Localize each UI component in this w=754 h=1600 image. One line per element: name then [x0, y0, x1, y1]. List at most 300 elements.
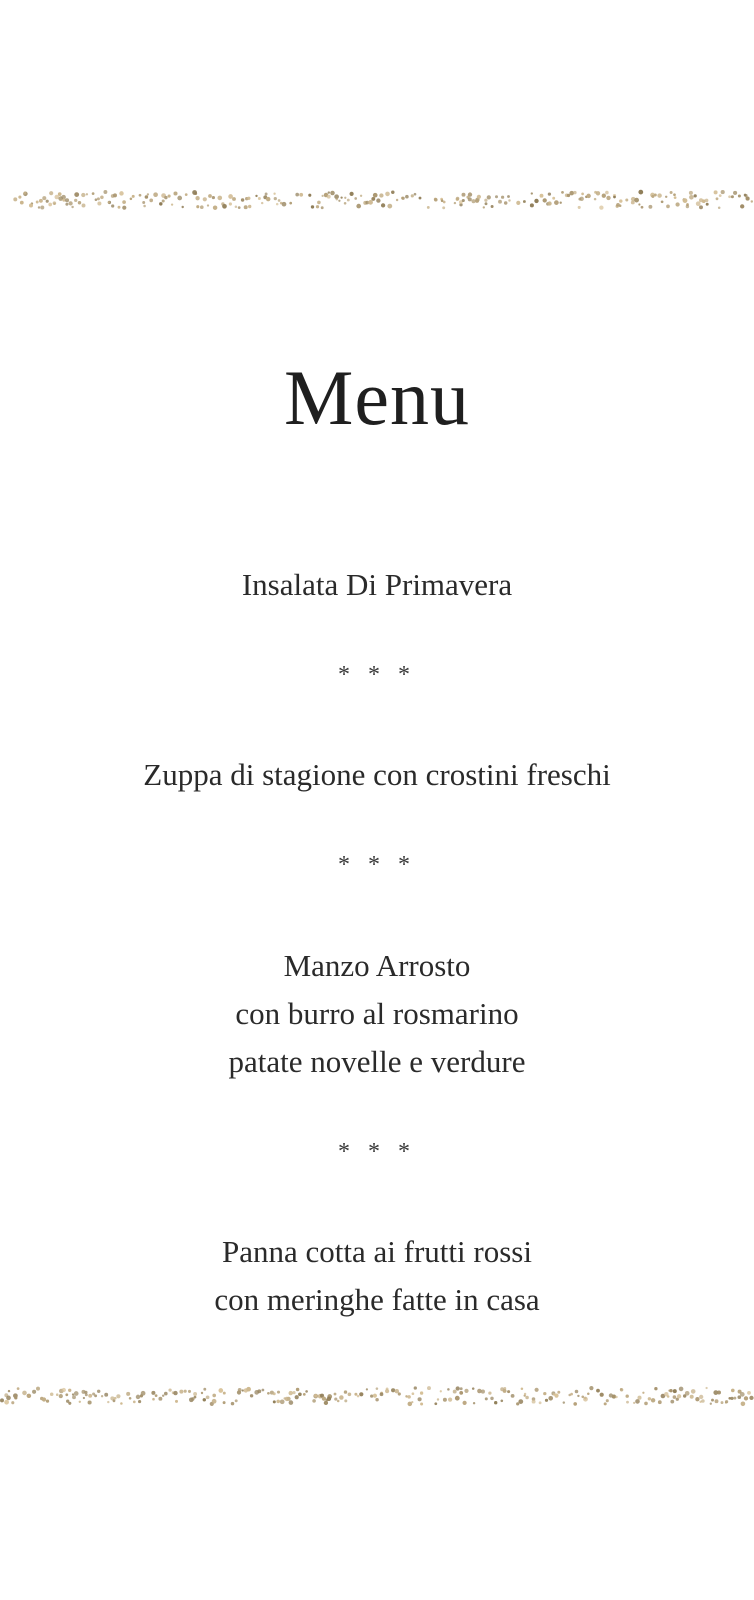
confetti-dot	[414, 1386, 417, 1389]
confetti-dot	[164, 196, 167, 199]
confetti-dot	[289, 1391, 293, 1395]
confetti-dot	[200, 205, 204, 209]
confetti-dot	[370, 1394, 373, 1397]
confetti-dot	[347, 199, 350, 202]
confetti-dot	[168, 195, 171, 198]
confetti-dot	[587, 1392, 590, 1395]
confetti-dot	[532, 1400, 536, 1404]
confetti-dot	[561, 191, 564, 194]
confetti-dot	[354, 197, 357, 200]
confetti-dot	[728, 195, 731, 198]
confetti-dot	[185, 193, 188, 196]
confetti-dot	[289, 202, 292, 205]
confetti-dot	[366, 1388, 368, 1390]
confetti-dot	[447, 1388, 450, 1391]
confetti-dot	[648, 205, 652, 209]
confetti-dot	[385, 192, 390, 197]
confetti-dot	[691, 1389, 696, 1394]
confetti-dot	[604, 1402, 607, 1405]
confetti-dot	[196, 205, 199, 208]
confetti-dot	[97, 1390, 100, 1393]
course-dessert	[0, 1228, 754, 1324]
course-separator: * * *	[338, 852, 416, 878]
confetti-dot	[62, 1388, 66, 1392]
confetti-dot	[50, 1392, 54, 1396]
confetti-dot	[494, 1401, 497, 1404]
confetti-dot	[516, 201, 520, 205]
confetti-dot	[375, 1398, 378, 1401]
confetti-dot	[427, 206, 430, 209]
confetti-dot	[411, 194, 414, 197]
confetti-dot	[658, 1400, 662, 1404]
confetti-dot	[584, 1397, 587, 1400]
confetti-dot	[295, 193, 299, 197]
confetti-dot	[615, 1396, 617, 1398]
confetti-dot	[578, 206, 581, 209]
top-gold-confetti-band	[0, 188, 754, 212]
confetti-dot	[277, 1391, 280, 1394]
confetti-dot	[635, 1399, 640, 1404]
confetti-dot	[276, 1400, 280, 1404]
confetti-dot	[23, 192, 26, 195]
confetti-dot	[626, 1395, 629, 1398]
confetti-dot	[634, 198, 639, 203]
confetti-dot	[311, 205, 314, 208]
confetti-dot	[518, 1399, 523, 1404]
confetti-dot	[138, 1400, 141, 1403]
confetti-dot	[620, 1388, 623, 1391]
confetti-dot	[602, 194, 606, 198]
confetti-dot	[401, 197, 404, 200]
confetti-dot	[48, 203, 52, 207]
confetti-dot	[673, 193, 676, 196]
confetti-dot	[534, 199, 538, 203]
confetti-dot	[596, 1389, 600, 1393]
confetti-dot	[6, 1396, 11, 1401]
confetti-dot	[744, 194, 747, 197]
confetti-dot	[483, 206, 485, 208]
confetti-dot	[273, 1400, 276, 1403]
confetti-dot	[633, 1402, 635, 1404]
confetti-dot	[295, 1395, 299, 1399]
confetti-dot	[159, 202, 162, 205]
confetti-dot	[223, 1392, 226, 1395]
confetti-dot	[471, 199, 475, 203]
confetti-dot	[222, 204, 227, 209]
confetti-dot	[184, 1390, 187, 1393]
confetti-dot	[173, 1391, 177, 1395]
confetti-dot	[97, 201, 101, 205]
confetti-dot	[298, 1392, 302, 1396]
confetti-dot	[459, 1391, 463, 1395]
confetti-dot	[4, 1400, 9, 1405]
confetti-dot	[580, 197, 584, 201]
confetti-dot	[573, 1402, 577, 1406]
confetti-dot	[273, 1392, 276, 1395]
confetti-dot	[386, 1387, 389, 1390]
confetti-dot	[488, 1391, 491, 1394]
confetti-dot	[328, 191, 330, 193]
confetti-dot	[731, 195, 734, 198]
confetti-dot	[567, 194, 570, 197]
confetti-dot	[733, 1397, 736, 1400]
confetti-dot	[485, 202, 488, 205]
confetti-dot	[427, 1386, 431, 1390]
confetti-dot	[27, 1394, 31, 1398]
confetti-dot	[507, 195, 510, 198]
confetti-dot	[327, 1397, 332, 1402]
confetti-dot	[212, 1399, 217, 1404]
confetti-dot	[749, 1396, 753, 1400]
confetti-dot	[229, 202, 232, 205]
confetti-dot	[322, 1396, 326, 1400]
confetti-dot	[327, 195, 331, 199]
confetti-dot	[344, 1390, 347, 1393]
confetti-dot	[504, 1387, 507, 1390]
confetti-dot	[547, 201, 551, 205]
confetti-dot	[231, 1402, 235, 1406]
confetti-dot	[359, 1392, 363, 1396]
confetti-dot	[434, 198, 438, 202]
confetti-dot	[119, 191, 123, 195]
confetti-dot	[193, 1392, 197, 1396]
confetti-dot	[442, 206, 445, 209]
confetti-dot	[338, 200, 340, 202]
confetti-dot	[554, 200, 559, 205]
confetti-dot	[673, 1389, 677, 1393]
confetti-dot	[685, 1391, 690, 1396]
confetti-dot	[208, 194, 212, 198]
confetti-dot	[666, 205, 670, 209]
confetti-dot	[501, 1400, 504, 1403]
confetti-dot	[619, 204, 622, 207]
confetti-dot	[376, 1387, 379, 1390]
confetti-dot	[391, 1388, 395, 1392]
confetti-dot	[0, 1398, 4, 1402]
confetti-dot	[405, 1395, 407, 1397]
confetti-dot	[129, 1397, 132, 1400]
confetti-dot	[194, 1396, 197, 1399]
confetti-dot	[473, 1402, 475, 1404]
confetti-dot	[173, 191, 177, 195]
confetti-dot	[101, 1395, 103, 1397]
confetti-dot	[414, 193, 417, 196]
confetti-dot	[711, 1399, 714, 1402]
confetti-dot	[657, 193, 661, 197]
confetti-dot	[299, 193, 303, 197]
confetti-dot	[589, 1386, 593, 1390]
confetti-dot	[418, 1397, 422, 1401]
confetti-dot	[642, 1392, 644, 1394]
confetti-dot	[644, 1402, 648, 1406]
confetti-dot	[468, 197, 472, 201]
confetti-dot	[721, 190, 725, 194]
confetti-dot	[143, 205, 146, 208]
confetti-dot	[695, 1397, 699, 1401]
course-starter	[0, 561, 754, 609]
confetti-dot	[84, 1391, 87, 1394]
confetti-dot	[411, 1401, 413, 1403]
confetti-dot	[669, 1389, 672, 1392]
confetti-dot	[158, 1397, 162, 1401]
confetti-dot	[217, 196, 222, 201]
confetti-dot	[114, 1397, 117, 1400]
confetti-dot	[175, 1400, 178, 1403]
confetti-dot	[267, 1392, 270, 1395]
confetti-dot	[641, 206, 644, 209]
confetti-dot	[740, 1392, 745, 1397]
confetti-dot	[250, 1394, 253, 1397]
confetti-dot	[419, 197, 422, 200]
confetti-dot	[443, 201, 446, 204]
confetti-dot	[118, 206, 121, 209]
confetti-dot	[59, 1394, 63, 1398]
confetti-dot	[203, 197, 207, 201]
confetti-dot	[308, 194, 311, 197]
confetti-dot	[548, 192, 551, 195]
confetti-dot	[38, 206, 40, 208]
confetti-dot	[686, 205, 689, 208]
confetti-dot	[638, 203, 640, 205]
confetti-dot	[570, 1393, 573, 1396]
confetti-dot	[460, 1387, 463, 1390]
confetti-dot	[665, 196, 667, 198]
confetti-dot	[179, 1390, 183, 1394]
confetti-dot	[203, 1398, 206, 1401]
confetti-dot	[261, 202, 263, 204]
confetti-dot	[440, 1390, 442, 1392]
confetti-dot	[242, 1389, 244, 1391]
confetti-dot	[303, 1393, 306, 1396]
confetti-dot	[731, 1389, 735, 1393]
confetti-dot	[744, 1396, 748, 1400]
confetti-dot	[336, 198, 338, 200]
confetti-dot	[420, 1391, 423, 1394]
confetti-dot	[122, 200, 126, 204]
confetti-dot	[661, 200, 664, 203]
confetti-dot	[714, 190, 718, 194]
confetti-dot	[265, 193, 268, 196]
confetti-dot	[368, 200, 373, 205]
confetti-dot	[677, 1394, 681, 1398]
course-line: Panna cotta ai frutti rossi	[222, 1234, 532, 1269]
confetti-dot	[599, 205, 603, 209]
confetti-dot	[305, 1390, 308, 1393]
confetti-dot	[501, 196, 504, 199]
confetti-dot	[97, 197, 100, 200]
confetti-dot	[360, 195, 362, 197]
confetti-dot	[531, 192, 533, 194]
confetti-dot	[540, 194, 544, 198]
confetti-dot	[716, 197, 719, 200]
confetti-dot	[292, 1391, 295, 1394]
confetti-dot	[314, 1394, 317, 1397]
confetti-dot	[100, 196, 104, 200]
confetti-dot	[552, 197, 555, 200]
confetti-dot	[344, 202, 347, 205]
confetti-dot	[164, 1392, 168, 1396]
confetti-dot	[206, 1395, 210, 1399]
confetti-dot	[577, 1395, 579, 1397]
gold-confetti-icon	[0, 1384, 754, 1408]
confetti-dot	[504, 201, 507, 204]
confetti-dot	[412, 1392, 415, 1395]
confetti-dot	[107, 1401, 109, 1403]
confetti-dot	[266, 197, 270, 201]
confetti-dot	[463, 1401, 467, 1405]
course-soup	[0, 751, 754, 799]
confetti-dot	[181, 206, 183, 208]
confetti-dot	[705, 199, 709, 203]
confetti-dot	[56, 1393, 59, 1396]
confetti-dot	[725, 1401, 727, 1403]
confetti-dot	[255, 195, 257, 197]
confetti-dot	[334, 1393, 337, 1396]
confetti-dot	[58, 192, 62, 196]
confetti-dot	[212, 196, 215, 199]
confetti-dot	[238, 206, 241, 209]
confetti-dot	[543, 1392, 546, 1395]
confetti-dot	[543, 198, 547, 202]
confetti-dot	[535, 1388, 539, 1392]
confetti-dot	[545, 1399, 548, 1402]
confetti-dot	[316, 205, 319, 208]
confetti-dot	[22, 1391, 27, 1396]
confetti-dot	[17, 1387, 20, 1390]
confetti-dot	[212, 1394, 216, 1398]
confetti-dot	[746, 197, 750, 201]
confetti-dot	[706, 203, 709, 206]
confetti-dot	[113, 193, 117, 197]
confetti-dot	[289, 1400, 294, 1405]
confetti-dot	[573, 191, 576, 194]
confetti-dot	[141, 1391, 146, 1396]
confetti-dot	[246, 1387, 251, 1392]
confetti-dot	[477, 195, 481, 199]
confetti-dot	[238, 1388, 242, 1392]
confetti-dot	[235, 1399, 238, 1402]
confetti-dot	[613, 196, 616, 199]
confetti-dot	[654, 193, 657, 196]
confetti-dot	[472, 1387, 475, 1390]
confetti-dot	[481, 1390, 485, 1394]
confetti-dot	[49, 191, 53, 195]
confetti-dot	[258, 197, 261, 200]
confetti-dot	[453, 1390, 457, 1394]
confetti-dot	[322, 195, 324, 197]
confetti-dot	[8, 1390, 10, 1392]
confetti-dot	[53, 203, 55, 205]
confetti-dot	[65, 203, 68, 206]
confetti-dot	[407, 1395, 411, 1399]
confetti-dot	[218, 1388, 223, 1393]
confetti-dot	[751, 200, 753, 202]
confetti-dot	[654, 1387, 657, 1390]
confetti-dot	[675, 202, 679, 206]
confetti-dot	[525, 1396, 529, 1400]
confetti-dot	[42, 196, 46, 200]
confetti-dot	[151, 1391, 155, 1395]
confetti-dot	[46, 200, 49, 203]
confetti-dot	[83, 1397, 85, 1399]
confetti-dot	[710, 1403, 712, 1405]
confetti-dot	[741, 1402, 746, 1407]
confetti-dot	[648, 1397, 651, 1400]
confetti-dot	[563, 1401, 565, 1403]
confetti-dot	[213, 205, 217, 209]
confetti-dot	[104, 1393, 108, 1397]
confetti-dot	[434, 1402, 437, 1405]
confetti-dot	[74, 199, 77, 202]
confetti-dot	[111, 204, 114, 207]
confetti-dot	[507, 1390, 510, 1393]
confetti-dot	[32, 1390, 36, 1394]
confetti-dot	[337, 1400, 340, 1403]
confetti-dot	[244, 205, 248, 209]
confetti-dot	[454, 202, 456, 204]
confetti-dot	[36, 1387, 40, 1391]
confetti-dot	[274, 197, 277, 200]
confetti-dot	[379, 193, 383, 197]
confetti-dot	[145, 195, 149, 199]
confetti-dot	[188, 1390, 191, 1393]
confetti-dot	[575, 1390, 579, 1394]
confetti-dot	[344, 197, 346, 199]
confetti-dot	[560, 202, 562, 204]
confetti-dot	[594, 198, 597, 201]
confetti-dot	[554, 1393, 558, 1397]
confetti-dot	[733, 191, 737, 195]
confetti-dot	[223, 1401, 226, 1404]
confetti-dot	[139, 194, 142, 197]
confetti-dot	[484, 199, 487, 202]
confetti-dot	[116, 1394, 120, 1398]
confetti-dot	[539, 1401, 542, 1404]
course-line: Insalata Di Primavera	[241, 567, 513, 602]
confetti-dot	[171, 203, 173, 205]
confetti-dot	[92, 192, 95, 195]
confetti-dot	[241, 198, 244, 201]
confetti-dot	[207, 204, 209, 206]
confetti-dot	[524, 1393, 526, 1395]
confetti-dot	[82, 204, 86, 208]
confetti-dot	[490, 1397, 493, 1400]
confetti-dot	[605, 191, 609, 195]
confetti-dot	[740, 204, 744, 208]
confetti-dot	[68, 1402, 71, 1405]
course-line: con burro al rosmarino	[235, 996, 519, 1031]
confetti-dot	[340, 196, 342, 198]
confetti-dot	[674, 196, 677, 199]
confetti-dot	[705, 1387, 707, 1389]
confetti-dot	[192, 190, 197, 195]
confetti-dot	[701, 1399, 705, 1403]
confetti-dot	[168, 1388, 171, 1391]
confetti-dot	[20, 201, 24, 205]
confetti-dot	[334, 1398, 337, 1401]
confetti-dot	[39, 199, 43, 203]
confetti-dot	[203, 1388, 206, 1391]
confetti-dot	[557, 1391, 560, 1394]
confetti-dot	[40, 206, 44, 210]
confetti-dot	[136, 1395, 140, 1399]
confetti-dot	[391, 190, 394, 193]
course-line: con meringhe fatte in casa	[214, 1282, 540, 1317]
confetti-dot	[464, 1389, 468, 1393]
confetti-dot	[511, 1394, 515, 1398]
confetti-dot	[273, 193, 275, 195]
confetti-dot	[699, 205, 703, 209]
